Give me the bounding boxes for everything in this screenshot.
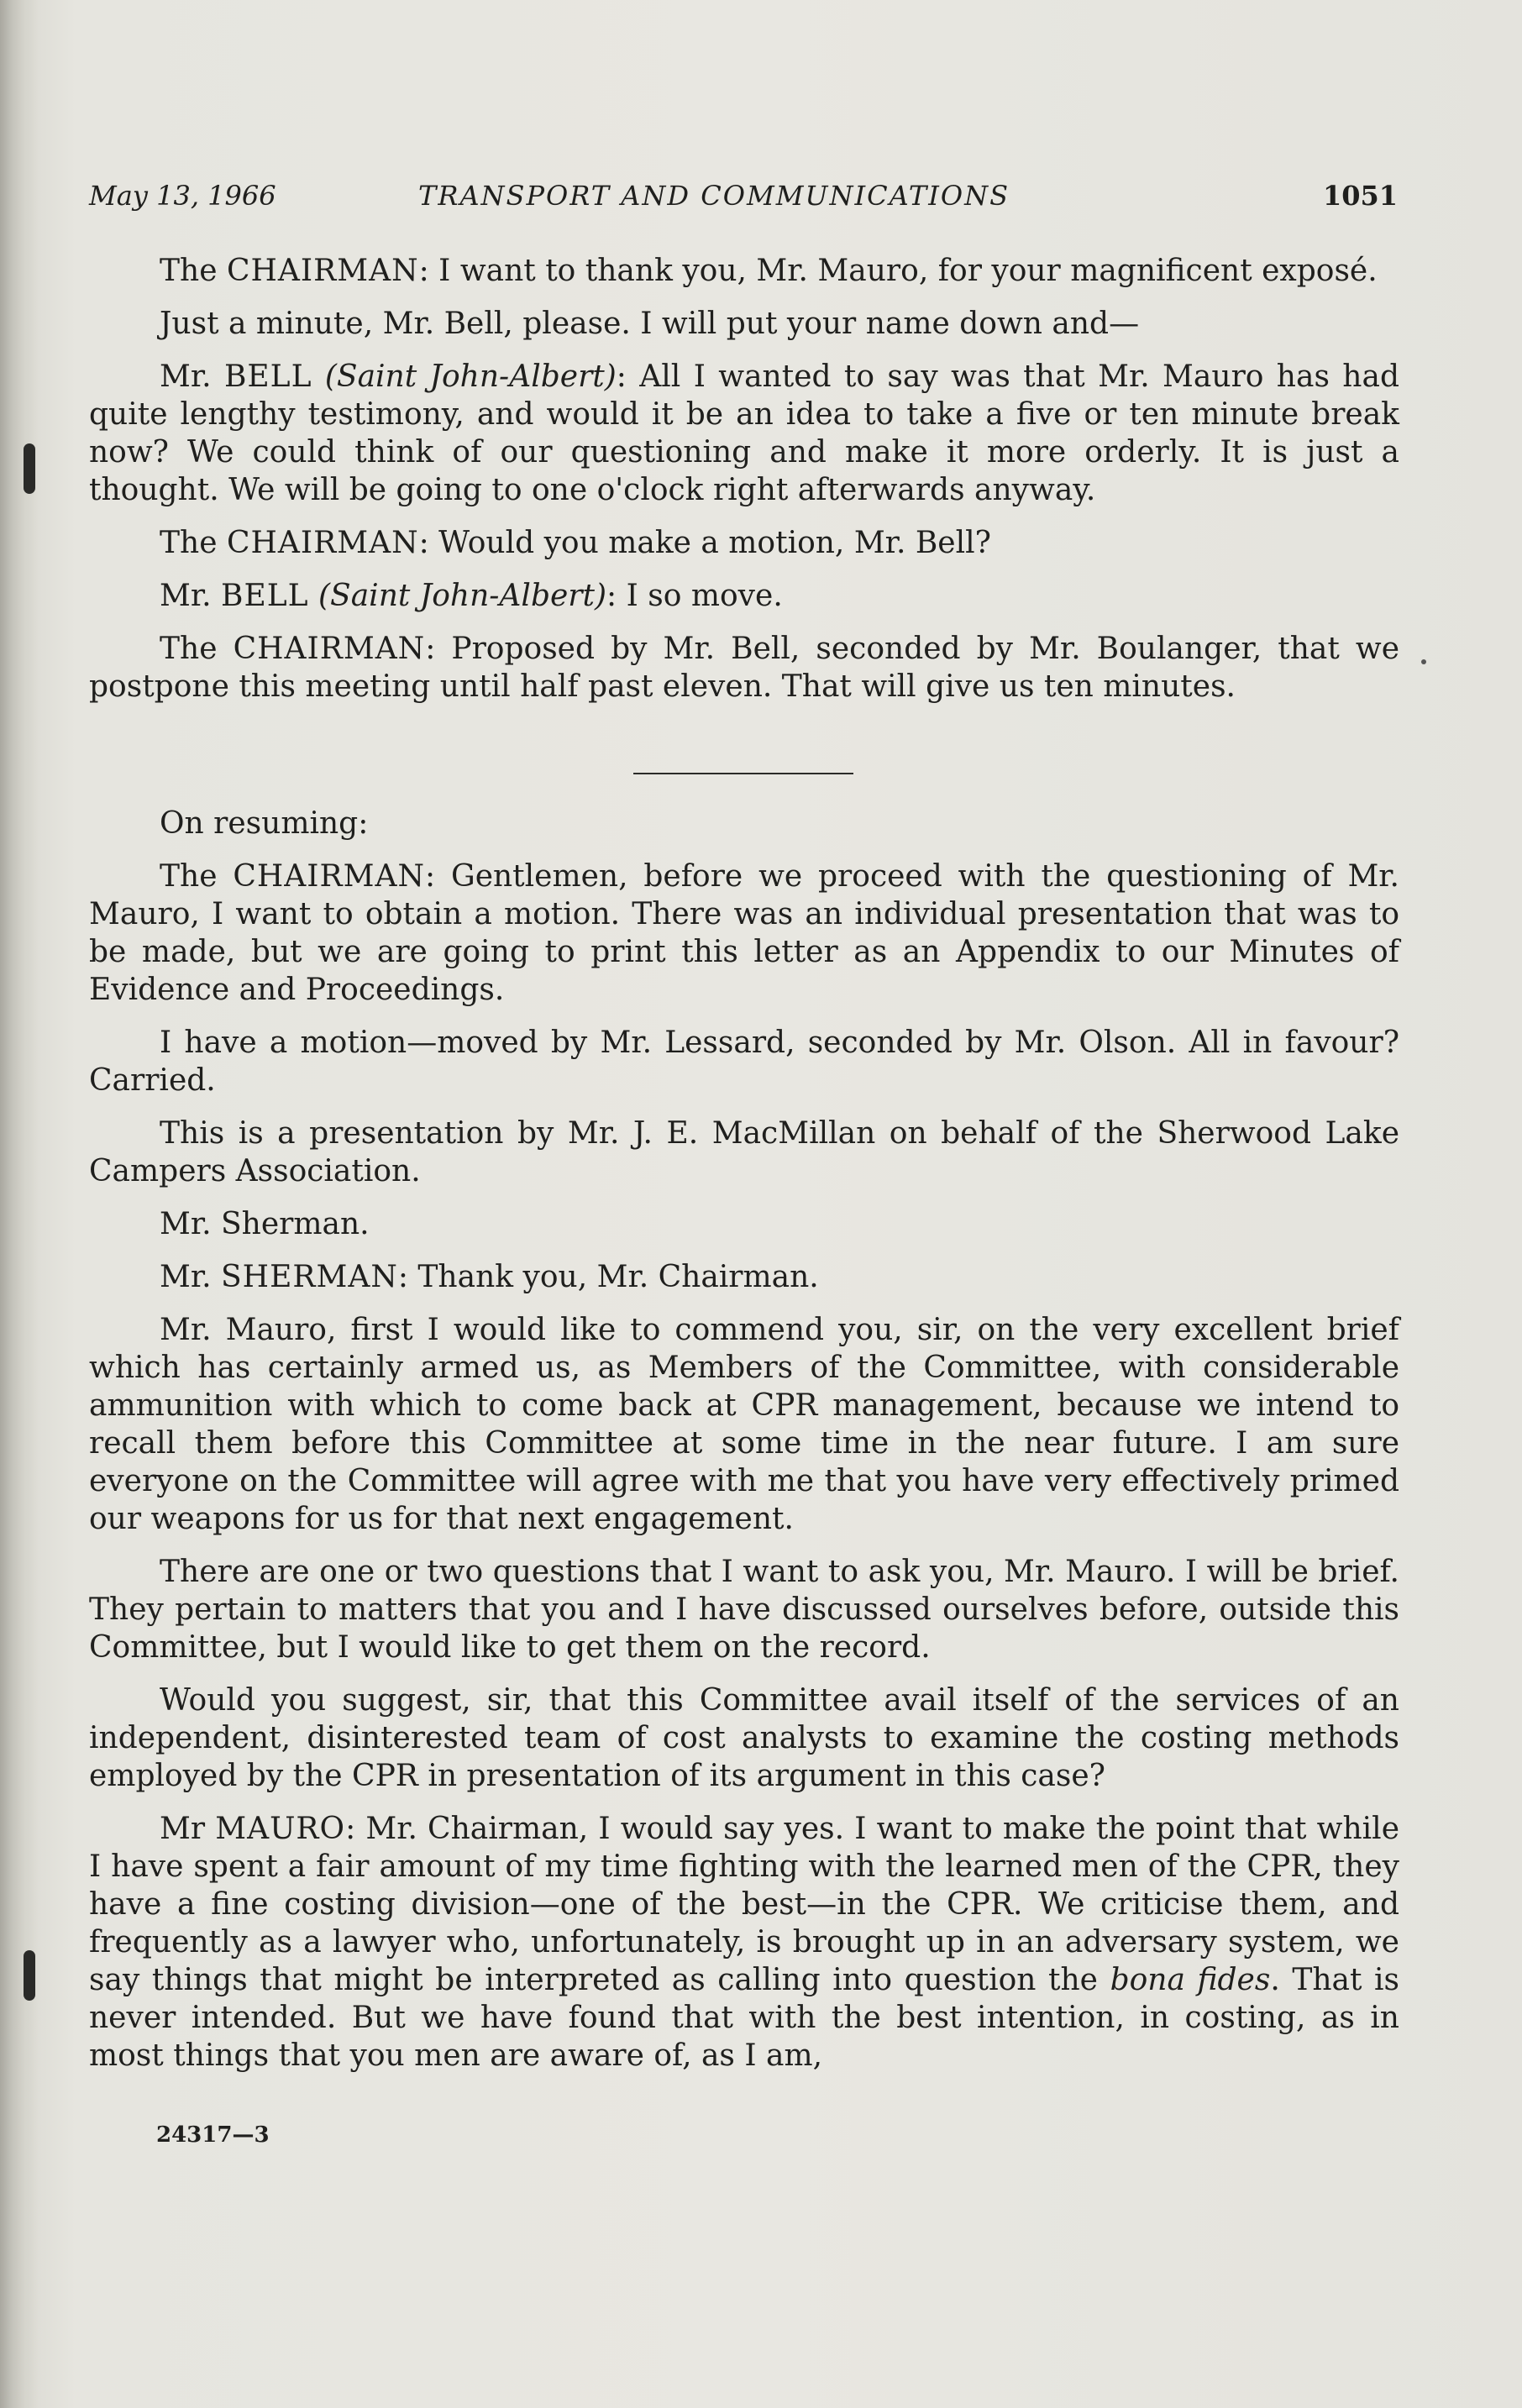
paragraph-on-resuming (89, 805, 1399, 842)
speaker-name: BELL (221, 579, 309, 613)
speaker-name: CHAIRMAN (226, 526, 419, 560)
speaker-prefix: Mr. (160, 579, 212, 613)
page-number: 1051 (1322, 180, 1398, 212)
speaker-name: SHERMAN (221, 1260, 398, 1294)
paragraph-text: There are one or two questions that I want to ask you, Mr. Mauro. I will be brief. They pertain to matters that you and I have discussed ourselves before, outside this Committee, but I would like to get them on the record. (89, 1555, 1399, 1665)
paragraph-just-a-minute (89, 305, 1399, 343)
paragraph-text: Thank you, Mr. Chairman. (417, 1260, 819, 1294)
paragraph-mr-sherman (89, 1205, 1399, 1243)
speaker-name: BELL (223, 359, 312, 394)
paragraph-chairman-postpone: The CHAIRMAN: Proposed by Mr. Bell, seconded by Mr. Boulanger, that we postpone this meeting until half past eleven. That will give us ten minutes. (89, 632, 1400, 704)
paragraph-text: All I wanted to say was that Mr. Mauro has had quite lengthy testimony, and would it be an idea to take a five or ten minute break now? We could think of our questioning and make it more orderly. It is just a thought. We will be going to one o'clock right afterwards anyway. (89, 359, 1399, 507)
paragraph-text: On resuming: (160, 806, 369, 841)
binding-edge (0, 0, 39, 2408)
paragraph-text: Would you make a motion, Mr. Bell? (438, 526, 991, 560)
paragraph-text: I want to thank you, Mr. Mauro, for your magnificent exposé. (438, 254, 1378, 288)
paragraph-chairman-motion: The CHAIRMAN: Would you make a motion, Mr. Bell? (160, 526, 991, 560)
paragraph-motion-carried (89, 1024, 1399, 1099)
paragraph-text: . That is never intended. But we have found that with the best intention, in costing, as in most things that you men are aware of, as I am, (89, 1963, 1399, 2073)
header-title: TRANSPORT AND COMMUNICATIONS (418, 180, 1010, 212)
paragraph-sherman-thanks: Mr. SHERMAN: Thank you, Mr. Chairman. (160, 1260, 819, 1294)
paragraph-sherman-commend (89, 1311, 1399, 1538)
speaker-name: CHAIRMAN (226, 254, 419, 288)
ink-speck (1421, 659, 1426, 664)
paragraph-text: I have a motion—moved by Mr. Lessard, seconded by Mr. Olson. All in favour? Carried. (89, 1026, 1399, 1098)
header-date: May 13, 1966 (89, 180, 276, 212)
paragraph-text: Would you suggest, sir, that this Committee avail itself of the services of an independent, disinterested team of cost analysts to examine the costing methods employed by the CPR in presentation of its argument in this case? (89, 1683, 1399, 1793)
paragraph-text: Mr. Sherman. (160, 1207, 370, 1241)
paragraph-chairman-gentlemen: The CHAIRMAN: Gentlemen, before we proceed with the questioning of Mr. Mauro, I want to obtain a motion. There was an individual presentation that was to be made, but we are going to print this letter as an Appendix to our Minutes of Evidence and Proceedings. (89, 859, 1400, 1007)
signature-code: 24317—3 (156, 2122, 270, 2148)
speaker-riding: (Saint John-Albert) (318, 579, 607, 613)
running-header (89, 180, 1398, 222)
paragraph-text: Mr. Mauro, first I would like to commend you, sir, on the very excellent brief which has certainly armed us, as Members of the Committee, with considerable ammunition with which to come back at CPR management, because we intend to recall them before this Committee at some time in the near future. I am sure everyone on the Committee will agree with me that you have very effectively primed our weapons for us for that next engagement. (89, 1313, 1399, 1536)
paragraph-chairman-thanks: The CHAIRMAN: I want to thank you, Mr. Mauro, for your magnificent exposé. (160, 254, 1378, 288)
speaker-riding: (Saint John-Albert) (324, 359, 617, 394)
speaker-prefix: Mr (160, 1812, 206, 1846)
paragraph-text: Mr. Chairman, I would say yes. I want to make the point that while I have spent a fair amount of my time fighting with the learned men of the CPR, they have a fine costing division—one of the best—in the CPR. We criticise them, and frequently as a lawyer who, unfortunately, is brought up in an adversary system, we say things that might be interpreted as calling into question the (89, 1812, 1399, 1997)
paragraph-text: Just a minute, Mr. Bell, please. I will put your name down and— (160, 307, 1140, 341)
paragraph-sherman-suggest (89, 1681, 1399, 1795)
transcript-body (89, 252, 1399, 2090)
paragraph-bell-break: Mr. BELL (Saint John-Albert): All I wanted to say was that Mr. Mauro has had quite lengthy testimony, and would it be an idea to take a five or ten minute break now? We could think of our questioning and make it more orderly. It is just a thought. We will be going to one o'clock right afterwards anyway. (89, 359, 1399, 507)
paragraph-presentation (89, 1115, 1399, 1190)
paragraph-bell-move: Mr. BELL (Saint John-Albert): I so move. (160, 579, 783, 613)
section-divider (633, 773, 853, 774)
paragraph-text: Gentlemen, before we proceed with the questioning of Mr. Mauro, I want to obtain a motion. There was an individual presentation that was to be made, but we are going to print this letter as an Appendix to our Minutes of Evidence and Proceedings. (89, 859, 1400, 1007)
paragraph-text: This is a presentation by Mr. J. E. MacMillan on behalf of the Sherwood Lake Campers Association. (89, 1116, 1399, 1188)
paragraph-text: I so move. (626, 579, 783, 613)
speaker-name: CHAIRMAN (233, 632, 426, 666)
speaker-prefix: Mr. (160, 1260, 212, 1294)
speaker-name: MAURO (215, 1812, 346, 1846)
speaker-prefix: Mr. (160, 359, 212, 394)
paragraph-italic-term: bona fides (1110, 1963, 1271, 1997)
speaker-name: CHAIRMAN (233, 859, 425, 894)
binding-hole-mark (24, 1950, 35, 2001)
paragraph-sherman-questions (89, 1553, 1399, 1666)
paragraph-mauro-answer: Mr MAURO: Mr. Chairman, I would say yes. I want to make the point that while I have spent a fair amount of my time fighting with the learned men of the CPR, they have a fine costing division—one of the best—in the CPR. We criticise them, and frequently as a lawyer who, unfortunately, is brought up in an adversary system, we say things that might be interpreted as calling into question the bona fides. That is never intended. But we have found that with the best intention, in costing, as in most things that you men are aware of, as I am, (89, 1812, 1399, 2073)
binding-hole-mark (24, 443, 35, 494)
paragraph-text: Proposed by Mr. Bell, seconded by Mr. Boulanger, that we postpone this meeting until half past eleven. That will give us ten minutes. (89, 632, 1400, 704)
